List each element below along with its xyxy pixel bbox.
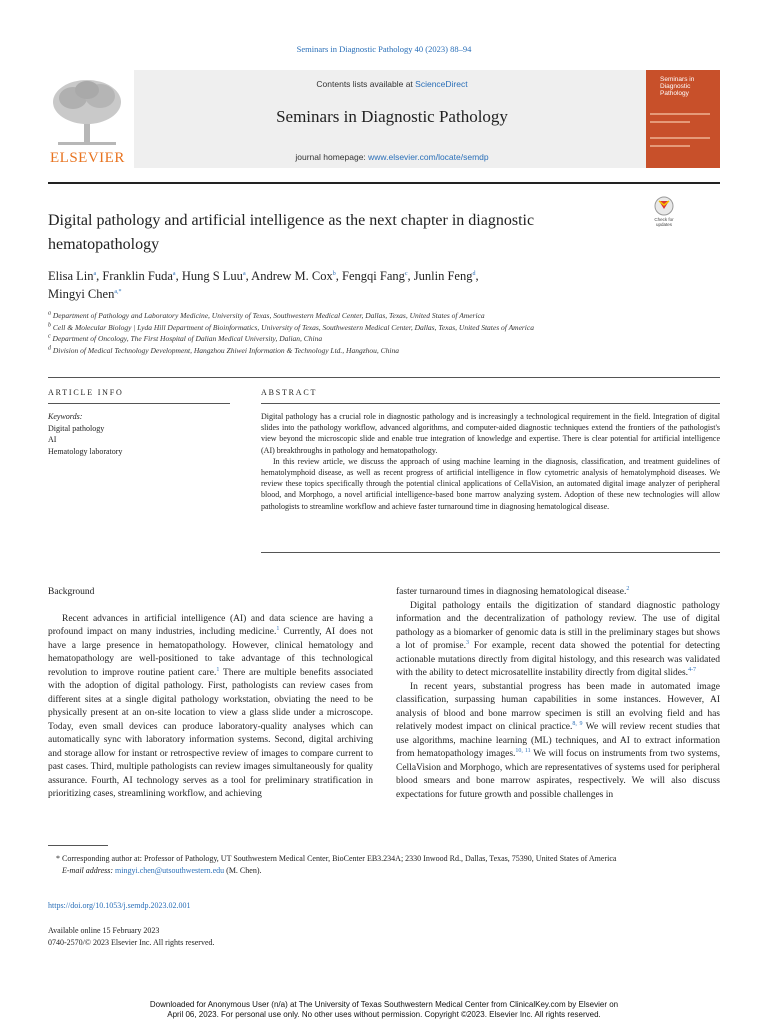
body-text: Currently, AI does not have a large presence in hematopathology. However, clinical hematology and hematopathology are well-positioned to take advantage of this technological revolution to improve routine patient care. <box>48 627 373 678</box>
author-affiliation-mark[interactable]: a <box>172 270 176 277</box>
affiliation-item <box>48 310 728 322</box>
email-link[interactable]: mingyi.chen@utsouthwestern.edu <box>115 865 225 875</box>
journal-reference[interactable]: Seminars in Diagnostic Pathology 40 (2023) 88–94 <box>296 44 472 54</box>
author-affiliation-mark[interactable]: d <box>472 270 476 277</box>
affiliation-text: Department of Pathology and Laboratory Medicine, University of Texas, Southwestern Medical Center, Dallas, Texas, United States of America <box>52 311 485 320</box>
body-text: There are multiple benefits associated with the adoption of digital pathology. First, pathologists can review cases from different sites at a single digital pathology workstation, obviating the need to be physically present at an on-site location to view a glass slide under a microscope. Today, even small devices can produce laboratory-quality analyses which can automatically sync with laboratory information systems. Second, digital archiving and storage allow for instant or retrospective review of images to compare current to past cases. Third, multiple pathologists can review images simultaneously for quality assurance. Fourth, AI technology serves as a tool for preliminary stratification in prioritizing cases, streamlining workflow, and achieving <box>48 667 373 799</box>
masthead-box <box>134 70 650 168</box>
author-name[interactable]: Elisa Lin <box>48 269 94 283</box>
author-name[interactable]: Andrew M. Cox <box>251 269 333 283</box>
citation-link[interactable]: 4-7 <box>688 666 697 673</box>
cover-decoration <box>650 121 690 123</box>
email-suffix: (M. Chen). <box>224 865 262 875</box>
check-for-updates-badge[interactable] <box>646 195 682 229</box>
citation-link[interactable]: 1 <box>216 666 220 673</box>
affiliation-text: Cell & Molecular Biology | Lyda Hill Department of Bioinformatics, University of Texas, Southwestern Medical Center, Dallas, Texas, United States of America <box>52 322 534 332</box>
author-name[interactable]: Hung S Luu <box>181 269 243 283</box>
abstract-paragraph: Digital pathology has a crucial role in diagnostic pathology and is increasingly a technological requirement in the field. Integration of digital slides into the pathology workflow, advanced algorithms, and computer-aided diagnostic techniques extend the frontiers of the pathologist's view beyond the microscopic slide and enable true integration of knowledge and expertise. There is clear potential for artificial intelligence (AI) breakthroughs in pathology and hematopathology. <box>261 412 720 455</box>
affiliation-mark: d <box>48 345 51 351</box>
check-updates-icon <box>646 195 682 229</box>
homepage-line <box>134 152 650 162</box>
article-title: Digital pathology and artificial intelligence as the next chapter in diagnostic hematopathology <box>48 212 535 253</box>
affiliation-text: Department of Oncology, The First Hospital of Dalian Medical University, Dalian, China <box>52 334 323 343</box>
journal-name: Seminars in Diagnostic Pathology <box>276 107 508 126</box>
abstract-body <box>261 411 720 512</box>
publication-dates <box>48 925 215 948</box>
author-affiliation-mark[interactable]: c <box>404 270 408 277</box>
homepage-link[interactable]: www.elsevier.com/locate/semdp <box>368 152 489 162</box>
affiliation-mark: b <box>48 322 51 328</box>
cover-decoration <box>650 137 710 139</box>
contents-line <box>134 79 650 89</box>
author-affiliation-mark[interactable]: a <box>242 270 246 277</box>
cover-title: Seminars in Diagnostic Pathology <box>660 76 695 97</box>
affiliations <box>48 310 728 356</box>
affiliation-mark: c <box>48 333 51 340</box>
body-paragraph <box>396 600 720 681</box>
sciencedirect-link[interactable]: ScienceDirect <box>415 79 468 89</box>
author-name[interactable]: Mingyi Chen <box>48 287 115 301</box>
citation-link[interactable]: 3 <box>465 639 469 646</box>
author-name[interactable]: Junlin Feng <box>413 269 473 283</box>
keywords-block <box>48 411 228 457</box>
citation-link[interactable]: 2 <box>626 585 630 592</box>
cover-decoration <box>650 113 710 115</box>
body-text: We will review recent studies that use algorithms, machine learning (ML) techniques, and AI to extract information from hematopathology images. <box>396 722 720 759</box>
body-paragraph <box>48 613 373 802</box>
contents-prefix: Contents lists available at <box>316 79 416 89</box>
homepage-prefix: journal homepage: <box>295 152 369 162</box>
affiliation-mark: a <box>48 310 51 317</box>
keywords-label: Keywords: <box>48 412 83 421</box>
elsevier-tree-logo-icon <box>48 76 126 148</box>
body-right-column <box>396 586 720 802</box>
body-text: For example, recent data showed the potential for detecting actionable mutations directly from digital histology, and this research was validated with the ability to detect microsatellite instability directly from digital slides. <box>396 641 720 678</box>
issn-copyright: 0740-2570/© 2023 Elsevier Inc. All rights reserved. <box>48 937 215 947</box>
doi-link[interactable]: https://doi.org/10.1053/j.semdp.2023.02.001 <box>48 901 191 910</box>
svg-text:updates: updates <box>655 222 673 227</box>
body-text: Recent advances in artificial intelligence (AI) and data science are having a profound impact on many industries, including medicine. <box>48 613 373 637</box>
body-left-column <box>48 586 373 802</box>
keyword-item: Digital pathology <box>48 423 105 433</box>
email-line <box>48 865 720 877</box>
abstract-bottom-rule <box>261 552 720 553</box>
download-notice <box>0 1000 768 1020</box>
svg-text:Check for: Check for <box>654 217 674 222</box>
info-top-rule <box>48 377 720 378</box>
article-info-heading: ARTICLE INFO <box>48 388 124 397</box>
author-affiliation-mark[interactable]: a,* <box>114 288 122 295</box>
cover-decoration <box>650 145 690 147</box>
abstract-paragraph: In this review article, we discuss the approach of using machine learning in the diagnosis, classification, and treatment guidelines of hematolymphoid disease, as well as recent progress of artificial intelligence in flow cytometric analysis of hematolymphoid diseases. We review these topics specifically through the potential clinical applications of CellaVision, an automated digital image analyzer of peripheral blood, and Morphogo, a novel artificial intelligence-based bone marrow analyzing system. Adoption of these new technologies will allow pathologists to streamline workflow and achieve faster turnaround time in diagnosing hematological disease. <box>261 456 720 511</box>
body-paragraph <box>396 681 720 803</box>
elsevier-wordmark: ELSEVIER <box>50 150 125 166</box>
section-heading: Background <box>48 587 95 597</box>
body-text: faster turnaround times in diagnosing hematological disease. <box>396 587 627 597</box>
info-rule <box>48 403 230 404</box>
author-name[interactable]: Fengqi Fang <box>342 269 405 283</box>
keyword-item: AI <box>48 435 57 444</box>
corresponding-text: * Corresponding author at: Professor of Pathology, UT Southwestern Medical Center, BioCenter EB3.234A; 2330 Inwood Rd., Dallas, Texas, 75390, United States of America <box>56 854 617 863</box>
email-label: E-mail address: <box>62 865 114 875</box>
body-text: Digital pathology entails the digitization of standard diagnostic pathology information and the decentralization of pathology review. The use of digital pathology as a biomarker of genomic data is still in the preliminary stages but shows a lot of promise. <box>396 600 720 651</box>
body-text: We will focus on instruments from two systems, CellaVision and Morphogo, which are representatives of systems used for peripheral blood smears and bone marrow aspirates, respectively. We will also discuss expectations for future growth and possible challenges in <box>396 749 720 800</box>
affiliation-item <box>48 333 728 345</box>
body-text: In recent years, substantial progress has been made in automated image classification, surpassing human capabilities in some instances. However, AI analysis of blood and bone marrow specimen is still an evolving field and has relatively modest impact on clinical practice. <box>396 681 720 732</box>
affiliation-text: Division of Medical Technology Development, Hangzhou Zhiwei Information & Technology Ltd., Hangzhou, China <box>52 345 399 355</box>
author-list: Elisa Lin$^a$, Franklin Fuda$^a$, Hung S Luu$^a$, Andrew M. Cox$^b$, Fengqi Fang$^c$, Junlin Feng$^d$, Mingyi Chen$^{a,*}$ <box>48 269 479 301</box>
download-line: April 06, 2023. For personal use only. No other uses without permission. Copyright ©2023. Elsevier Inc. All rights reserved. <box>167 1010 601 1019</box>
keyword-item: Hematology laboratory <box>48 446 123 456</box>
abstract-heading: ABSTRACT <box>261 388 318 397</box>
affiliation-item <box>48 322 728 334</box>
journal-cover-image <box>646 70 720 168</box>
masthead <box>48 70 720 168</box>
citation-link[interactable]: 1 <box>276 625 280 632</box>
author-name[interactable]: Franklin Fuda <box>102 269 173 283</box>
affiliation-item <box>48 345 728 357</box>
available-online: Available online 15 February 2023 <box>48 926 160 935</box>
abstract-rule <box>261 403 720 404</box>
citation-link[interactable]: 8, 9 <box>572 720 583 727</box>
footnote-rule <box>48 845 108 846</box>
citation-link[interactable]: 10, 11 <box>515 747 531 754</box>
corresponding-author-note <box>48 853 720 876</box>
body-paragraph <box>396 586 720 600</box>
author-affiliation-mark[interactable]: a <box>93 270 97 277</box>
author-affiliation-mark[interactable]: b <box>332 270 336 277</box>
download-line: Downloaded for Anonymous User (n/a) at The University of Texas Southwestern Medical Center from ClinicalKey.com by Elsevier on <box>149 1000 619 1009</box>
masthead-rule <box>48 182 720 184</box>
